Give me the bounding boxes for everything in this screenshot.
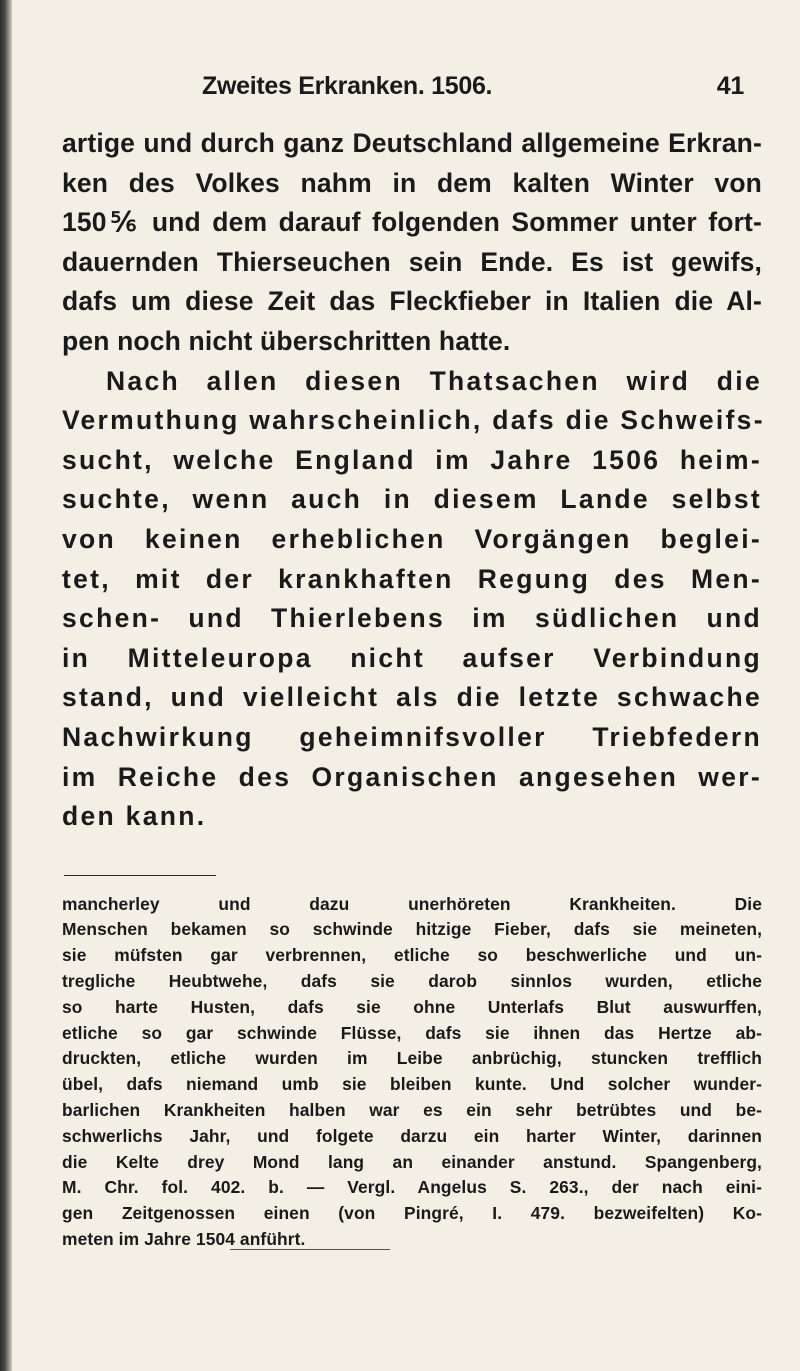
main-text-line: Nachwirkung geheimnifsvoller Triebfedern [62,721,762,752]
running-head [62,68,762,108]
main-text-line: dafs um diese Zeit das Fleckfieber in Italien die Al- [62,286,762,317]
footnote-line: meten im Jahre 1504 anführt. [62,1229,306,1250]
footnote-line: sie müfsten gar verbrennen, etliche so beschwerliche und un- [62,945,762,966]
main-text-line: stand, und vielleicht als die letzte schwache [62,682,762,713]
footnote-separator-rule [64,875,216,876]
main-text-line: suchte, wenn auch in diesem Lande selbst [62,484,762,515]
main-text-line: 150⅚ und dem darauf folgenden Sommer unter fort- [62,207,762,238]
footnote-line: die Kelte drey Mond lang an einander anstund. Spangenberg, [62,1151,762,1172]
main-text-line: von keinen erheblichen Vorgängen beglei- [62,523,762,554]
book-spine-shadow [0,0,12,1371]
main-text-line: artige und durch ganz Deutschland allgemeine Erkran- [62,128,762,158]
footnote-line: barlichen Krankheiten halben war es ein sehr betrübtes und be- [62,1100,762,1121]
book-page [62,68,765,1253]
footnote-line: M. Chr. fol. 402. b. — Vergl. Angelus S. 263., der nach eini- [62,1177,762,1198]
main-text-line: Nach allen diesen Thatsachen wird die [106,365,762,396]
page-bottom-rule [230,1249,390,1250]
main-text-line: Vermuthung wahrscheinlich, dafs die Schweifs- [62,405,765,436]
footnote-line: etliche so gar schwinde Flüsse, dafs sie ihnen das Hertze ab- [62,1022,762,1043]
footnote-line: gen Zeitgenossen einen (von Pingré, I. 479. bezweifelten) Ko- [62,1203,762,1224]
footnote [62,892,762,1253]
main-text-line: schen- und Thierlebens im südlichen und [62,603,762,634]
main-text [62,124,765,837]
running-head-title: Zweites Erkranken. 1506. [202,72,493,100]
main-text-line: pen noch nicht überschritten hatte. [62,325,511,356]
footnote-line: druckten, etliche wurden im Leibe anbrüchig, stuncken trefflich [62,1048,762,1069]
main-text-line: dauernden Thierseuchen sein Ende. Es ist gewifs, [62,246,762,277]
footnote-line: mancherley und dazu unerhöreten Krankheiten. Die [62,893,762,914]
main-text-line: den kann. [62,801,207,832]
main-text-line: im Reiche des Organischen angesehen wer- [62,761,762,792]
main-text-line: in Mitteleuropa nicht aufser Verbindung [62,642,762,673]
main-text-line: tet, mit der krankhaften Regung des Men- [62,563,762,594]
main-text-line: ken des Volkes nahm in dem kalten Winter von [62,167,762,198]
page-number: 41 [716,72,744,100]
footnote-line: so harte Husten, dafs sie ohne Unterlafs Blut auswurffen, [62,996,762,1017]
footnote-line: übel, dafs niemand umb sie bleiben kunte. Und solcher wunder- [62,1074,762,1095]
footnote-line: schwerlichs Jahr, und folgete darzu ein harter Winter, darinnen [62,1125,762,1146]
main-text-line: sucht, welche England im Jahre 1506 heim- [62,444,762,475]
footnote-line: Menschen bekamen so schwinde hitzige Fieber, dafs sie meineten, [62,919,762,940]
footnote-line: tregliche Heubtwehe, dafs sie darob sinnlos wurden, etliche [62,971,762,992]
